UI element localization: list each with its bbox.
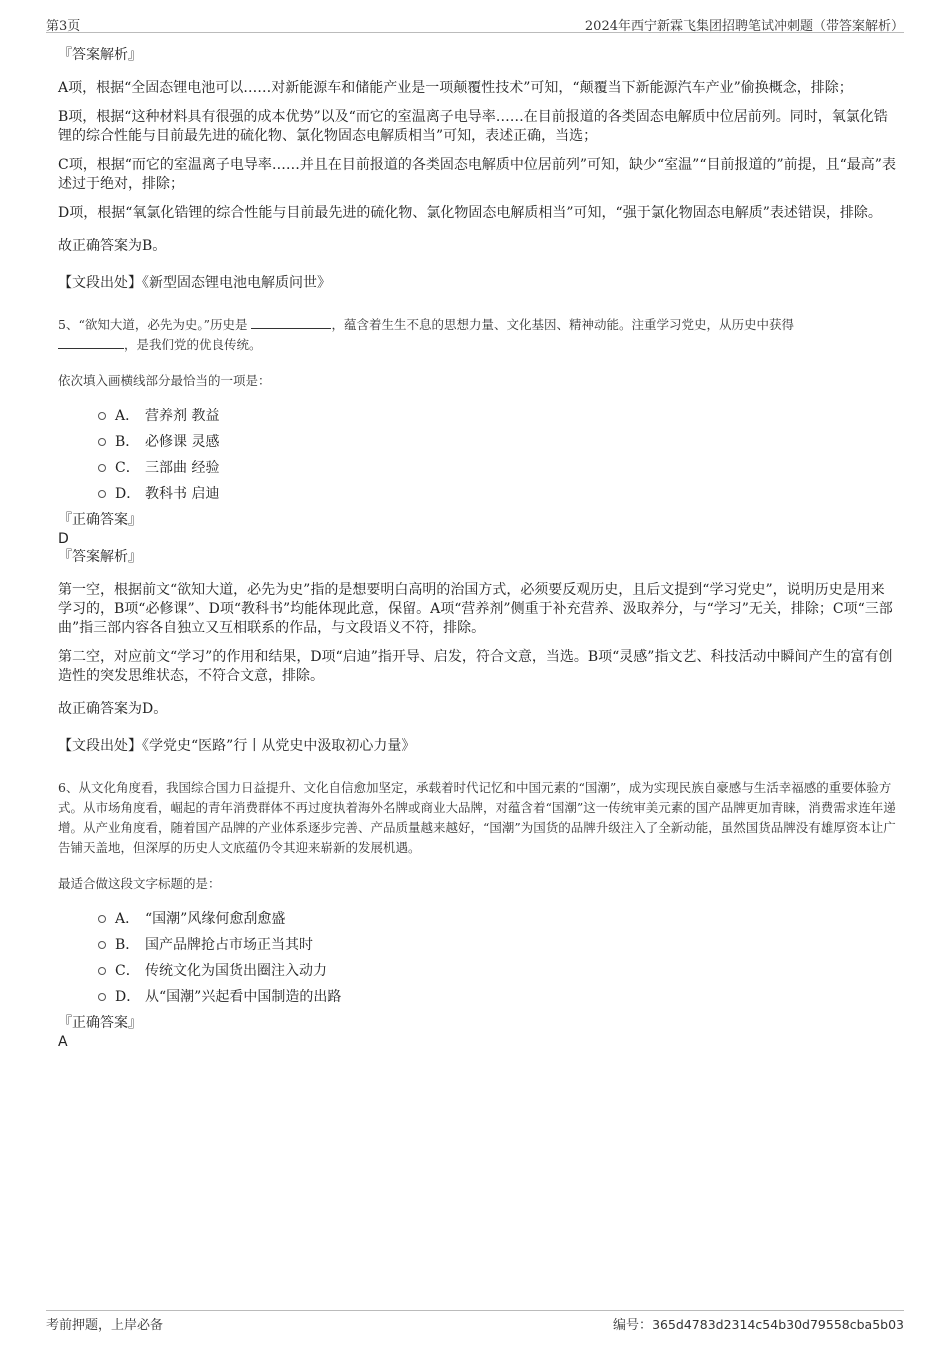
q5-option-d[interactable]: D． 教科书 启迪: [58, 481, 896, 507]
radio-icon[interactable]: [98, 967, 106, 975]
document-code: [613, 1314, 904, 1333]
q5-analysis-label: 『答案解析』: [58, 549, 142, 565]
q6-correct-answer: A: [58, 1034, 68, 1050]
q6-correct-label: 『正确答案』: [58, 1015, 142, 1031]
radio-icon[interactable]: [98, 412, 106, 420]
q5-option-a[interactable]: A． 营养剂 教益: [58, 403, 896, 429]
q6-options: [58, 906, 896, 1010]
q4-analysis-label: 『答案解析』: [58, 47, 142, 63]
q5-prompt: 依次填入画横线部分最恰当的一项是：: [58, 373, 271, 388]
q5-stem-part1: 5、“欲知大道，必先为史。”历史是: [58, 317, 248, 332]
q5-blank-1: [251, 316, 331, 329]
q4-conclusion: 故正确答案为B。: [58, 238, 167, 254]
q6-option-b[interactable]: B． 国产品牌抢占市场正当其时: [58, 932, 896, 958]
q4-source: 【文段出处】《新型固态锂电池电解质问世》: [58, 275, 331, 291]
q5-option-c[interactable]: C． 三部曲 经验: [58, 455, 896, 481]
q4-analysis-d: D项，根据“氧氯化锆锂的综合性能与目前最先进的硫化物、氯化物固态电解质相当”可知，“强于氯化物固态电解质”表述错误，排除。: [58, 205, 882, 221]
document-title: 2024年西宁新霖飞集团招聘笔试冲刺题（带答案解析）: [584, 19, 904, 34]
radio-icon[interactable]: [98, 464, 106, 472]
radio-icon[interactable]: [98, 993, 106, 1001]
radio-icon[interactable]: [98, 941, 106, 949]
q6-option-a[interactable]: A． “国潮”风缘何愈刮愈盛: [58, 906, 896, 932]
q4-analysis-b: B项，根据“这种材料具有很强的成本优势”以及“而它的室温离子电导率……在目前报道的各类固态电解质中位居前列。同时，氧氯化锆锂的综合性能与目前最先进的硫化物、氯化物固态电解质相当”可知，表述正确，当选；: [58, 109, 888, 144]
q4-analysis-a: A项，根据“全固态锂电池可以……对新能源车和储能产业是一项颠覆性技术”可知，“颠覆当下新能源汽车产业”偷换概念，排除；: [58, 80, 853, 96]
q5-options: [58, 403, 896, 507]
page-header: [46, 12, 904, 33]
radio-icon[interactable]: [98, 438, 106, 446]
q5-correct-label: 『正确答案』: [58, 512, 142, 528]
q6-prompt: 最适合做这段文字标题的是：: [58, 876, 221, 891]
q5-stem-part2: ，蕴含着生生不息的思想力量、文化基因、精神动能。注重学习党史，从历史中获得: [331, 317, 794, 332]
radio-icon[interactable]: [98, 915, 106, 923]
q6-option-d[interactable]: D． 从“国潮”兴起看中国制造的出路: [58, 984, 896, 1010]
footer-slogan: 考前押题，上岸必备: [46, 1318, 164, 1333]
q6-stem: 6、从文化角度看，我国综合国力日益提升、文化自信愈加坚定，承载着时代记忆和中国元素的“国潮”，成为实现民族自豪感与生活幸福感的重要体验方式。从市场角度看，崛起的青年消费群体不再过度执着海外名牌或商业大品牌，对蕴含着“国潮”这一传统审美元素的国产品牌更加青睐，消费需求连年递增。从产业角度看，随着国产品牌的产业体系逐步完善、产品质量越来越好，“国潮”为国货的品牌升级注入了全新动能，虽然国货品牌没有雄厚资本让广告铺天盖地，但深厚的历史人文底蕴仍令其迎来崭新的发展机遇。: [58, 780, 896, 855]
q6-option-c[interactable]: C． 传统文化为国货出圈注入动力: [58, 958, 896, 984]
q5-correct-answer: D: [58, 531, 69, 547]
q4-analysis-c: C项，根据“而它的室温离子电导率……并且在目前报道的各类固态电解质中位居前列”可知，缺少“室温”“目前报道的”前提，且“最高”表述过于绝对，排除；: [58, 157, 896, 192]
page-footer: [46, 1310, 904, 1339]
q5-stem-part3: ，是我们党的优良传统。: [124, 337, 262, 352]
page-content: [58, 46, 896, 1051]
q5-conclusion: 故正确答案为D。: [58, 701, 168, 717]
radio-icon[interactable]: [98, 490, 106, 498]
page-number: 第3页: [46, 19, 81, 34]
q5-stem: [58, 315, 896, 355]
q5-analysis-2: 第二空，对应前文“学习”的作用和结果，D项“启迪”指开导、启发，符合文意，当选。B项“灵感”指文艺、科技活动中瞬间产生的富有创造性的突发思维状态，不符合文意，排除。: [58, 649, 893, 684]
q5-source: 【文段出处】《学党史“医路”行丨从党史中汲取初心力量》: [58, 738, 416, 754]
q5-analysis-1: 第一空，根据前文“欲知大道，必先为史”指的是想要明白高明的治国方式，必须要反观历史，且后文提到“学习党史”，说明历史是用来学习的，B项“必修课”、D项“教科书”均能体现此意，保留。A项“营养剂”侧重于补充营养、汲取养分，与“学习”无关，排除；C项“三部曲”指三部内容各自独立又互相联系的作品，与文段语义不符，排除。: [58, 582, 893, 636]
q5-option-b[interactable]: B． 必修课 灵感: [58, 429, 896, 455]
document-code-label: 编号：: [613, 1318, 653, 1333]
q5-blank-2: [58, 336, 124, 349]
document-code-value: 365d4783d2314c54b30d79558cba5b03: [652, 1317, 904, 1332]
